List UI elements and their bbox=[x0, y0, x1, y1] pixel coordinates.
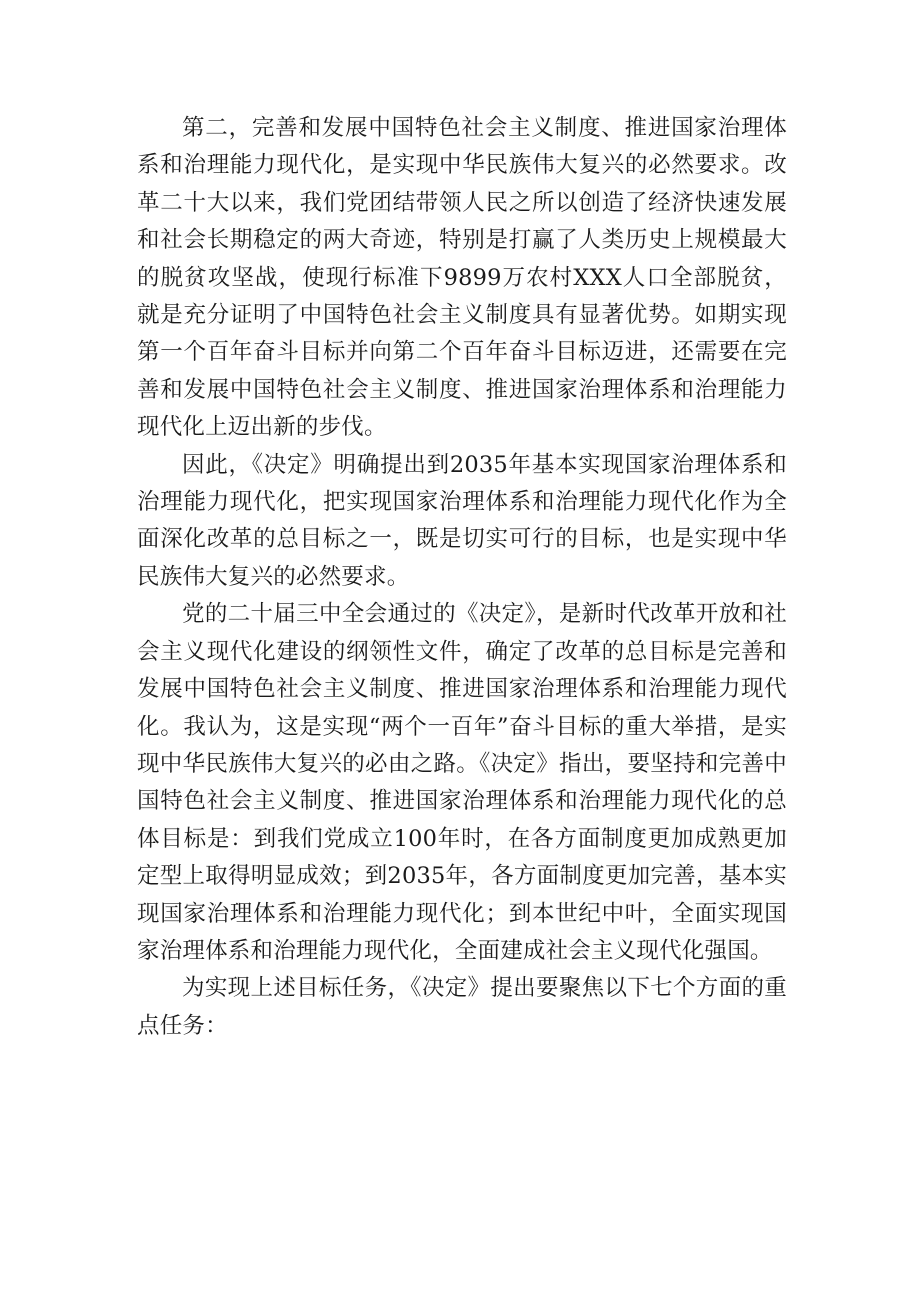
paragraph-1: 第二，完善和发展中国特色社会主义制度、推进国家治理体系和治理能力现代化，是实现中华民族伟大复兴的必然要求。改革二十大以来，我们党团结带领人民之所以创造了经济快速发展和社会长期稳定的两大奇迹，特别是打赢了人类历史上规模最大的脱贫攻坚战，使现行标准下9899万农村XXX人口全部脱贫，就是充分证明了中国特色社会主义制度具有显著优势。如期实现第一个百年奋斗目标并向第二个百年奋斗目标迈进，还需要在完善和发展中国特色社会主义制度、推进国家治理体系和治理能力现代化上迈出新的步伐。 bbox=[137, 115, 787, 441]
paragraph-4: 为实现上述目标任务，《决定》提出要聚焦以下七个方面的重点任务： bbox=[137, 975, 787, 1039]
paragraph-2: 因此，《决定》明确提出到2035年基本实现国家治理体系和治理能力现代化，把实现国家治理体系和治理能力现代化作为全面深化改革的总目标之一，既是切实可行的目标，也是实现中华民族伟大复兴的必然要求。 bbox=[137, 451, 787, 590]
document-body bbox=[137, 110, 787, 1045]
paragraph-3: 党的二十届三中全会通过的《决定》，是新时代改革开放和社会主义现代化建设的纲领性文件，确定了改革的总目标是完善和发展中国特色社会主义制度、推进国家治理体系和治理能力现代化。我认为，这是实现“两个一百年”奋斗目标的重大举措，是实现中华民族伟大复兴的必由之路。《决定》指出，要坚持和完善中国特色社会主义制度、推进国家治理体系和治理能力现代化的总体目标是：到我们党成立100年时，在各方面制度更加成熟更加定型上取得明显成效；到2035年，各方面制度更加完善，基本实现国家治理体系和治理能力现代化；到本世纪中叶，全面实现国家治理体系和治理能力现代化，全面建成社会主义现代化强国。 bbox=[137, 601, 787, 964]
